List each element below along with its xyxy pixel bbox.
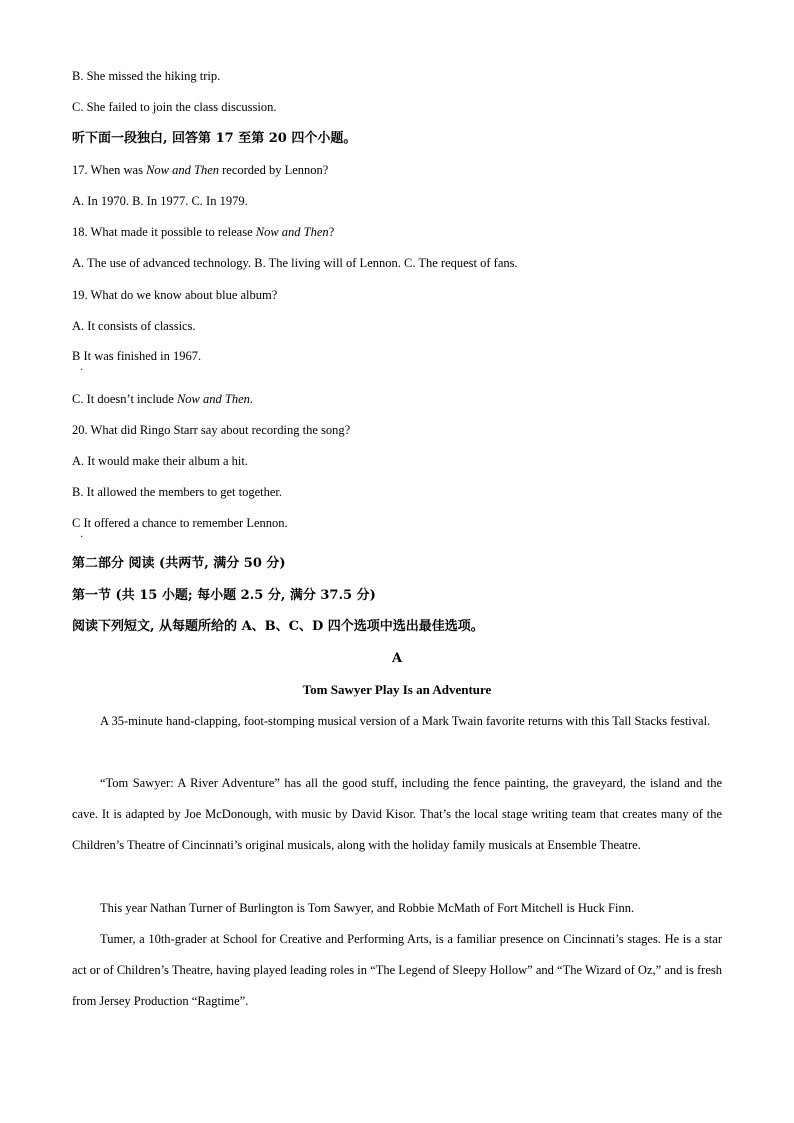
reading-section-heading: 第一节 (共 15 小题; 每小题 2.5 分, 满分 37.5 分) [72,588,376,603]
q16-option-b: B. She missed the hiking trip. [72,69,221,83]
passage-paragraph: A 35-minute hand-clapping, foot-stomping musical version of a Mark Twain favorite returns with this Tall Stacks festival. [100,714,711,728]
reading-part-heading: 第二部分 阅读 (共两节, 满分 50 分) [72,556,286,571]
q17-stem-suffix: recorded by Lennon? [219,163,329,177]
q17-options: A. In 1970. B. In 1977. C. In 1979. [72,194,248,208]
q19-option-c [72,391,253,407]
passage-letter: A [391,651,403,666]
q20-option-c: C It offered a chance to remember Lennon. [72,516,288,530]
q19-option-a: A. It consists of classics. [72,319,196,333]
stray-dot: · [80,532,84,543]
listening-section-instruction: 听下面一段独白, 回答第 17 至第 20 四个小题。 [72,131,357,146]
q18-stem-suffix: ? [328,225,335,239]
song-title: Now and Then [176,392,250,406]
q18-stem-prefix: 18. What made it possible to release [72,225,256,239]
reading-instruction: 阅读下列短文, 从每题所给的 A、B、C、D 四个选项中选出最佳选项。 [72,619,484,634]
q18-stem [72,224,334,240]
q19-stem: 19. What do we know about blue album? [72,288,278,302]
q18-options: A. The use of advanced technology. B. The living will of Lennon. C. The request of fans. [72,256,518,270]
passage-paragraph: Tumer, a 10th-grader at School for Creative and Performing Arts, is a familiar presence on Cincinnati’s stages. He is a star act or of Children’s Theatre, having played leading roles in “The Legend of Sleepy Hollow” and “The Wizard of Oz,” and is fresh from Jersey Production “Ragtime”. [72,932,722,1009]
song-title: Now and Then [255,225,329,239]
q20-option-b: B. It allowed the members to get together. [72,485,283,499]
q19-option-c-prefix: C. It doesn’t include [72,392,177,406]
q20-option-a: A. It would make their album a hit. [72,454,249,468]
q19-option-c-suffix: . [249,392,254,406]
passage-title: Tom Sawyer Play Is an Adventure [302,682,492,697]
q19-option-b: B It was finished in 1967. [72,349,202,363]
stray-dot: · [80,365,84,376]
song-title: Now and Then [146,163,219,177]
passage-paragraph: “Tom Sawyer: A River Adventure” has all the good stuff, including the fence painting, the graveyard, the island and the cave. It is adapted by Joe McDonough, with music by David Kisor. That’s the local stage writing team that creates many of the Children’s Theatre of Cincinnati’s original musicals, along with the holiday family musicals at Ensemble Theatre. [72,776,722,853]
q17-stem-prefix: 17. When was [72,163,147,177]
q20-stem: 20. What did Ringo Starr say about recording the song? [72,423,351,437]
q16-option-c: C. She failed to join the class discussion. [72,100,277,114]
q17-stem [72,162,328,178]
passage-paragraph: This year Nathan Turner of Burlington is Tom Sawyer, and Robbie McMath of Fort Mitchell is Huck Finn. [100,901,635,915]
